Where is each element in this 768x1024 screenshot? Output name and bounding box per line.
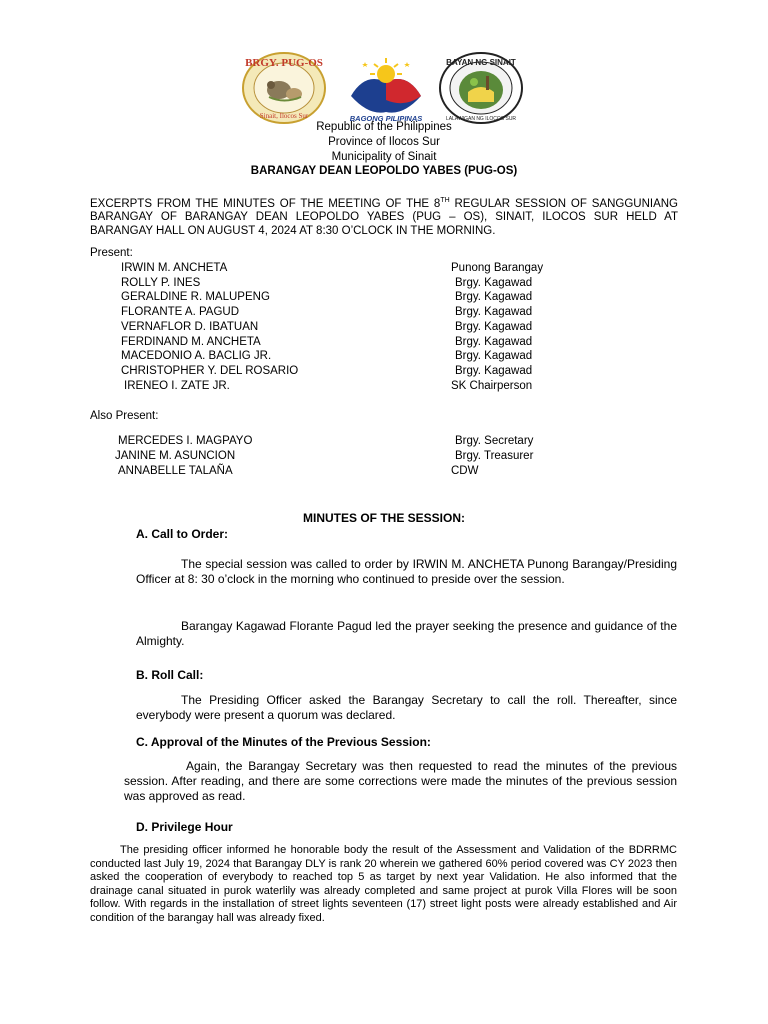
excerpt-paragraph — [90, 194, 678, 238]
seal-bottom-text: Sinait, Ilocos Sur — [259, 112, 309, 120]
attendee-role: SK Chairperson — [451, 380, 533, 392]
attendee-role: Brgy. Kagawad — [455, 365, 533, 377]
attendee-name: FERDINAND M. ANCHETA — [121, 336, 261, 348]
brgy-pug-os-seal — [241, 52, 327, 124]
attendee-name: IRWIN M. ANCHETA — [121, 262, 228, 274]
attendee-name: JANINE M. ASUNCION — [115, 450, 236, 462]
bagong-pilipinas-logo — [345, 52, 427, 122]
excerpt-part1: EXCERPTS FROM THE MINUTES OF THE MEETING OF THE 8 — [90, 197, 441, 210]
seal-top-text: BRGY. PUG-OS — [245, 57, 323, 69]
section-a-title: A. Call to Order: — [136, 527, 229, 541]
section-b-title: B. Roll Call: — [136, 668, 204, 682]
section-c-title: C. Approval of the Minutes of the Previous Session: — [136, 735, 431, 749]
header-barangay — [0, 164, 768, 179]
attendee-name: CHRISTOPHER Y. DEL ROSARIO — [121, 365, 299, 377]
header-municipality: Municipality of Sinait — [331, 151, 437, 163]
attendee-role: Brgy. Treasurer — [455, 450, 534, 462]
excerpt-superscript: TH — [440, 197, 450, 204]
attendee-name: IRENEO I. ZATE JR. — [124, 380, 230, 392]
attendee-name: VERNAFLOR D. IBATUAN — [121, 321, 259, 333]
section-a-paragraph-1: The special session was called to order by IRWIN M. ANCHETA Punong Barangay/Presiding Officer at 8: 30 o’clock in the morning who continued to preside over the session. — [136, 557, 677, 586]
attendee-role: Brgy. Kagawad — [455, 321, 533, 333]
excerpt-part2: REGULAR SESSION OF SANGGUNIANG BARANGAY OF BARANGAY DEAN LEOPOLDO YABES (PUG – OS), SINAIT, ILOCOS SUR HELD AT BARANGAY HALL ON AUGUST 4, 2024 AT 8:30 O’CLOCK IN THE MORNING. — [90, 197, 678, 237]
attendee-role: Punong Barangay — [451, 262, 544, 274]
header-republic: Republic of the Philippines — [316, 121, 452, 133]
present-label: Present: — [90, 247, 133, 259]
also-present-label: Also Present: — [90, 410, 159, 422]
attendee-name: MACEDONIO A. BACLIG JR. — [121, 350, 272, 362]
attendee-name: GERALDINE R. MALUPENG — [121, 291, 270, 303]
attendee-name: FLORANTE A. PAGUD — [121, 306, 240, 318]
section-b-paragraph-1: The Presiding Officer asked the Barangay Secretary to call the roll. Thereafter, since everybody were present a quorum was declared. — [136, 693, 677, 722]
minutes-title: MINUTES OF THE SESSION: — [302, 511, 465, 525]
section-d-paragraph-1: The presiding officer informed he honorable body the result of the Assessment and Validation of the BDRRMC conducted last July 19, 2024 that Barangay DLY is rank 20 wherein we gathered 60% period covered was CY 2023 then asked the cooperation of everybody to reached top 5 as target by next year Validation. He also informed that the drainage canal situated in purok waterlily was already completed and same project at purok Villa Flores will be soon follow. With regards in the installation of street lights seventeen (17) street light posts were already established and Air condition of the barangay hall was already fixed. — [90, 844, 677, 924]
section-c-paragraph-1: Again, the Barangay Secretary was then requested to read the minutes of the previous session. After reading, and there are some corrections were made the minutes of the previous session was approved as read. — [124, 759, 677, 803]
barangay-name: BARANGAY DEAN LEOPOLDO YABES (PUG-OS) — [250, 165, 518, 177]
sinait-seal-bottom-text: LALAWIGAN NG ILOCOS SUR — [445, 116, 517, 122]
section-a-paragraph-2: Barangay Kagawad Florante Pagud led the prayer seeking the presence and guidance of the Almighty. — [136, 619, 677, 648]
attendee-role: CDW — [451, 465, 479, 477]
attendee-role: Brgy. Kagawad — [455, 350, 533, 362]
attendee-role: Brgy. Kagawad — [455, 291, 533, 303]
header-province: Province of Ilocos Sur — [328, 136, 440, 148]
section-d-title: D. Privilege Hour — [136, 820, 233, 834]
attendee-name: ROLLY P. INES — [121, 277, 201, 289]
bayan-ng-sinait-seal — [438, 52, 524, 124]
attendee-role: Brgy. Kagawad — [455, 336, 533, 348]
attendee-role: Brgy. Secretary — [455, 435, 534, 447]
bagong-pilipinas-caption: BAGONG PILIPINAS — [349, 114, 423, 122]
attendee-role: Brgy. Kagawad — [455, 277, 533, 289]
logo-strip — [0, 52, 768, 124]
sinait-seal-top-text: BAYAN NG SINAIT — [446, 58, 516, 67]
attendee-name: MERCEDES I. MAGPAYO — [118, 435, 253, 447]
attendee-role: Brgy. Kagawad — [455, 306, 533, 318]
attendee-name: ANNABELLE TALAÑA — [118, 465, 233, 477]
